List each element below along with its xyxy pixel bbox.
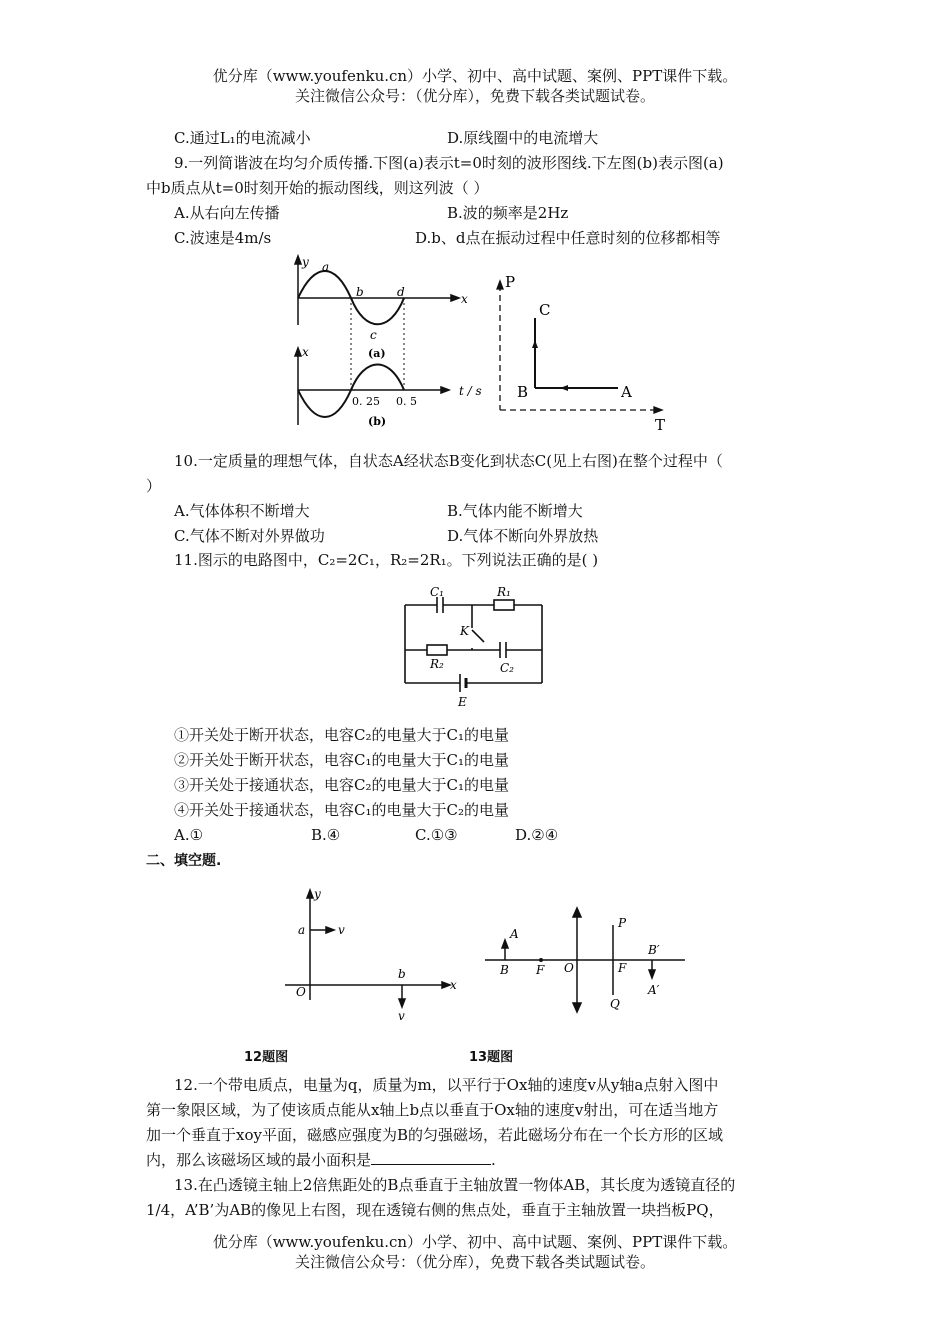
label-x-b: x <box>302 345 309 359</box>
q11-option-a: A.① <box>174 826 204 844</box>
fig13-caption: 13题图 <box>469 1050 514 1065</box>
label-x: x <box>461 292 468 306</box>
q12-line-3: 加一个垂直于xoy平面，磁感应强度为B的匀强磁场，若此磁场分布在一个长方形的区域 <box>146 1126 723 1144</box>
q13-line-1: 13.在凸透镜主轴上2倍焦距处的B点垂直于主轴放置一物体AB，其长度为透镜直径的 <box>174 1176 736 1194</box>
fig12-caption: 12题图 <box>244 1050 289 1065</box>
tick-025: 0. 25 <box>352 395 380 408</box>
label-p: P <box>505 273 516 291</box>
tick-05: 0. 5 <box>396 395 417 408</box>
label-b: B <box>517 383 529 401</box>
label-y: y <box>314 887 321 901</box>
label-c2: C₂ <box>500 661 514 675</box>
resistor-r1 <box>494 600 514 610</box>
label-f2: F <box>618 961 627 975</box>
q9-option-a: A.从右向左传播 <box>174 204 280 222</box>
q13-line-2: 1/4，A’B’为AB的像见上右图，现在透镜右侧的焦点处，垂直于主轴放置一块挡板PQ， <box>146 1201 724 1219</box>
switch-k <box>472 630 484 642</box>
q12-line-4-end: . <box>491 1151 496 1169</box>
q11-option-b: B.④ <box>311 826 341 844</box>
q10-stem-line-1: 10.一定质量的理想气体，自状态A经状态B变化到状态C(见上右图)在整个过程中（ <box>174 452 723 470</box>
q11-stem: 11.图示的电路图中，C₂=2C₁，R₂=2R₁。下列说法正确的是( ) <box>174 551 599 569</box>
q10-option-d: D.气体不断向外界放热 <box>447 527 599 545</box>
q11-statement-3: ③开关处于接通状态，电容C₂的电量大于C₁的电量 <box>174 776 509 794</box>
resistor-r2 <box>427 645 447 655</box>
q10-stem-line-2: ） <box>146 477 162 495</box>
wave-figure <box>285 250 495 435</box>
label-p: P <box>618 916 627 930</box>
label-o: O <box>564 961 574 975</box>
header-line-2: 关注微信公众号：（优分库），免费下载各类试题试卷。 <box>294 87 655 105</box>
header-line-1: 优分库（www.youfenku.cn）小学、初中、高中试题、案例、PPT课件下载。 <box>212 67 738 85</box>
q12-line-1: 12.一个带电质点，电量为q，质量为m，以平行于Ox轴的速度v从y轴a点射入图中 <box>174 1076 719 1094</box>
q11-statement-1: ①开关处于断开状态，电容C₂的电量大于C₁的电量 <box>174 726 509 744</box>
label-v1: v <box>338 923 345 937</box>
answer-blank[interactable] <box>371 1150 491 1165</box>
footer-line-2: 关注微信公众号：（优分库），免费下载各类试题试卷。 <box>294 1253 655 1271</box>
q11-statement-4: ④开关处于接通状态，电容C₁的电量大于C₂的电量 <box>174 801 509 819</box>
label-a: A <box>510 927 519 941</box>
label-k: K <box>460 624 469 638</box>
q9-stem-line-1: 9.一列简谐波在均匀介质传播.下图(a)表示t=0时刻的波形图线.下左图(b)表示图(a) <box>174 154 724 172</box>
label-b-prime: B′ <box>648 943 660 957</box>
label-t: T <box>655 416 666 434</box>
fig12 <box>280 885 460 1025</box>
label-f1: F <box>536 963 545 977</box>
label-t-axis: t / s <box>459 384 482 398</box>
section-heading: 二、填空题. <box>146 853 222 869</box>
label-e: E <box>458 695 467 709</box>
q8-option-d: D.原线圈中的电流增大 <box>447 129 599 147</box>
label-b: b <box>356 285 364 299</box>
q9-stem-line-2: 中b质点从t=0时刻开始的振动图线，则这列波（ ） <box>146 179 489 197</box>
q10-option-a: A.气体体积不断增大 <box>174 502 310 520</box>
label-q: Q <box>610 997 620 1011</box>
q11-option-d: D.②④ <box>515 826 559 844</box>
q12-line-4 <box>146 1150 496 1170</box>
label-y: y <box>302 255 309 269</box>
pt-figure <box>495 270 670 435</box>
label-o: O <box>296 985 306 999</box>
q12-line-4-text: 内，那么该磁场区域的最小面积是 <box>146 1151 372 1169</box>
label-a: a <box>298 923 306 937</box>
caption-b: (b) <box>368 415 387 428</box>
label-c1: C₁ <box>430 585 444 599</box>
q11-option-c: C.①③ <box>415 826 458 844</box>
q8-option-c: C.通过L₁的电流减小 <box>174 129 311 147</box>
caption-a: (a) <box>368 347 386 360</box>
q12-line-2: 第一象限区域，为了使该质点能从x轴上b点以垂直于Ox轴的速度v射出，可在适当地方 <box>146 1101 719 1119</box>
label-c: c <box>370 328 377 342</box>
circuit-figure <box>398 580 553 710</box>
label-b: b <box>398 967 406 981</box>
label-d: d <box>397 285 405 299</box>
q9-option-d: D.b、d点在振动过程中任意时刻的位移都相等 <box>415 229 721 247</box>
label-a-prime: A′ <box>648 983 660 997</box>
footer-line-1: 优分库（www.youfenku.cn）小学、初中、高中试题、案例、PPT课件下载。 <box>212 1233 738 1251</box>
label-x: x <box>450 978 457 992</box>
label-a: A <box>621 383 632 401</box>
q10-option-c: C.气体不断对外界做功 <box>174 527 325 545</box>
label-b: B <box>500 963 509 977</box>
label-v2: v <box>398 1009 405 1023</box>
label-r2: R₂ <box>430 657 444 671</box>
label-r1: R₁ <box>497 585 511 599</box>
q9-option-c: C.波速是4m/s <box>174 229 272 247</box>
q11-statement-2: ②开关处于断开状态，电容C₁的电量大于C₁的电量 <box>174 751 509 769</box>
q10-option-b: B.气体内能不断增大 <box>447 502 583 520</box>
label-a: a <box>322 260 330 274</box>
q9-option-b: B.波的频率是2Hz <box>447 204 569 222</box>
label-c: C <box>539 301 551 319</box>
fig13 <box>480 905 690 1015</box>
